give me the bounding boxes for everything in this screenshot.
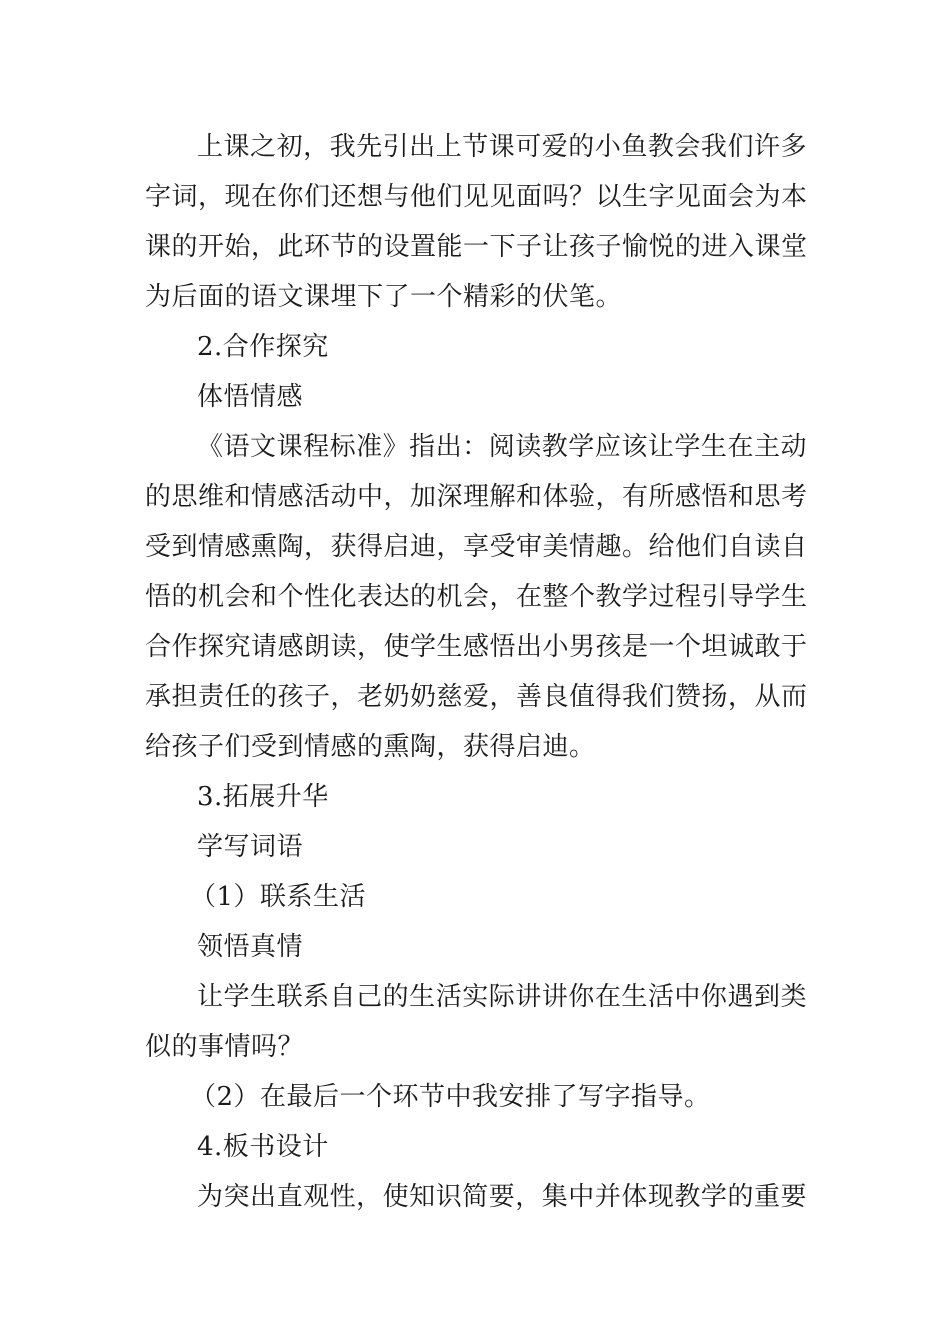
- text-line: 承担责任的孩子，老奶奶慈爱，善良值得我们赞扬，从而: [145, 682, 808, 712]
- text-line: 《语文课程标准》指出：阅读教学应该让学生在主动: [197, 432, 807, 462]
- section-heading-3: 3.拓展升华: [197, 782, 329, 812]
- text-line: 让学生联系自己的生活实际讲讲你在生活中你遇到类: [197, 982, 807, 1012]
- text-line: 悟的机会和个性化表达的机会，在整个教学过程引导学生: [145, 582, 808, 612]
- text-line: 为突出直观性，使知识简要，集中并体现教学的重要: [197, 1182, 807, 1212]
- text-line: 字词，现在你们还想与他们见见面吗？以生字见面会为本: [145, 182, 808, 212]
- text-line: 上课之初，我先引出上节课可爱的小鱼教会我们许多: [197, 132, 807, 162]
- document-body: [145, 122, 807, 1222]
- section-subheading-2: 体悟情感: [197, 382, 304, 412]
- text-line: 似的事情吗？: [145, 1032, 305, 1062]
- list-item-1: （1）联系生活: [190, 882, 367, 912]
- paragraph-life: [145, 972, 807, 1072]
- section-heading-2: 2.合作探究: [197, 332, 329, 362]
- text-line: 合作探究请感朗读，使学生感悟出小男孩是一个坦诚敢于: [145, 632, 808, 662]
- list-item-2: （2）在最后一个环节中我安排了写字指导。: [190, 1082, 711, 1112]
- text-line: 给孩子们受到情感的熏陶，获得启迪。: [145, 732, 596, 762]
- text-line: 课的开始，此环节的设置能一下子让孩子愉悦的进入课堂: [145, 232, 808, 262]
- text-line: 受到情感熏陶，获得启迪，享受审美情趣。给他们自读自: [145, 532, 808, 562]
- section-subheading-3: 学写词语: [197, 832, 304, 862]
- list-item-1-sub: 领悟真情: [197, 932, 304, 962]
- paragraph-curriculum: [145, 422, 807, 772]
- text-line: 的思维和情感活动中，加深理解和体验，有所感悟和思考: [145, 482, 808, 512]
- section-heading-4: 4.板书设计: [197, 1132, 329, 1162]
- paragraph-intro: [145, 122, 807, 322]
- text-line: 为后面的语文课埋下了一个精彩的伏笔。: [145, 282, 623, 312]
- paragraph-board: [145, 1172, 807, 1222]
